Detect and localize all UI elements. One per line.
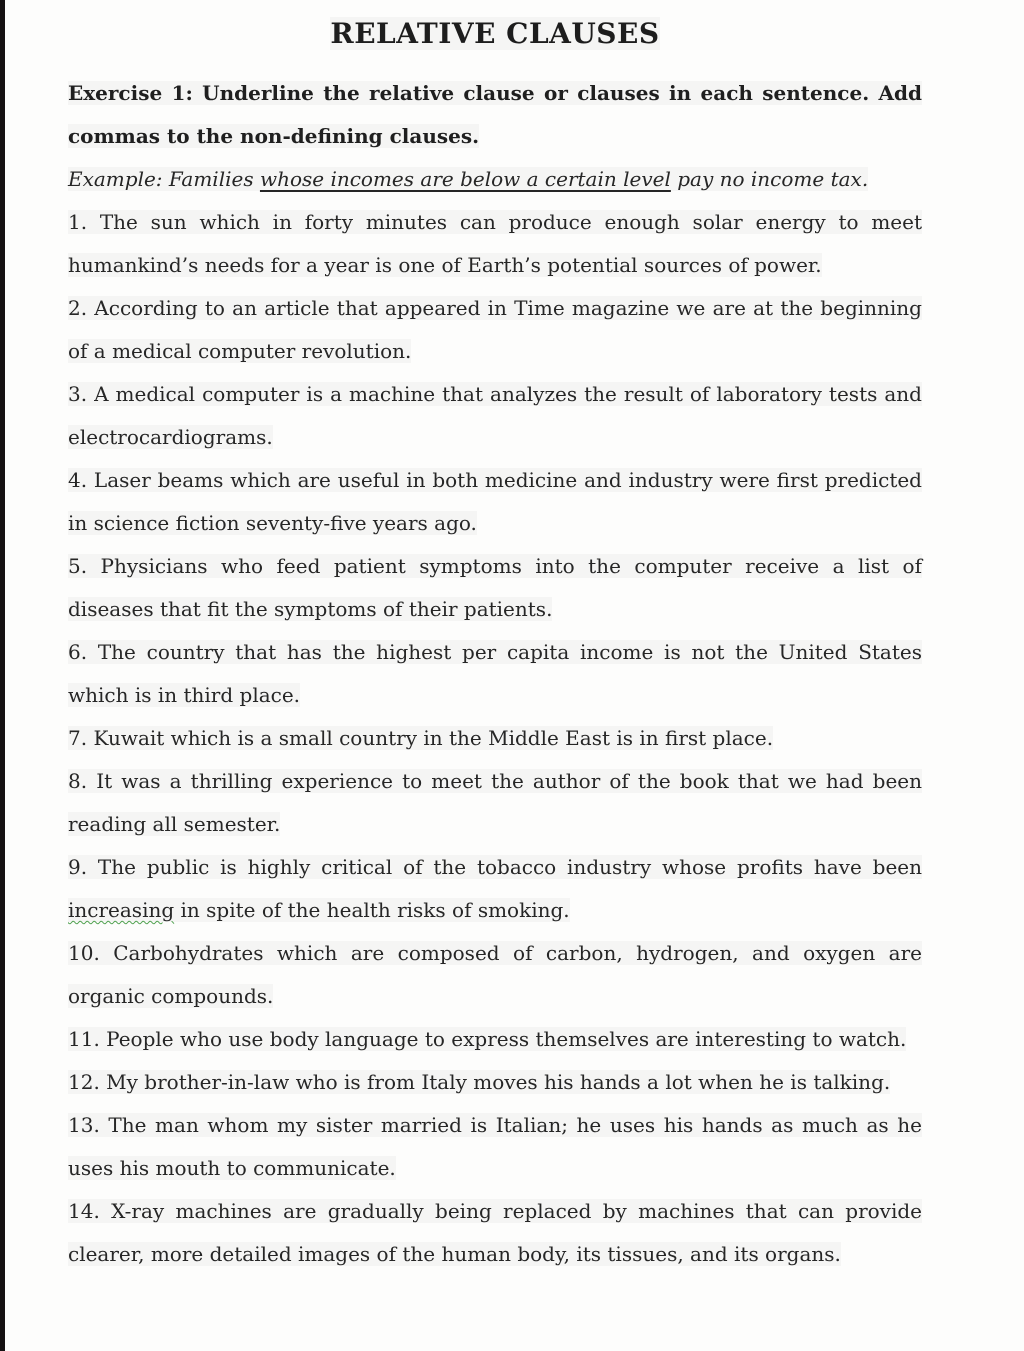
sentence-10: 10. Carbohydrates which are composed of carbon, hydrogen, and oxygen are organic compounds.	[68, 941, 922, 1008]
sentence-14: 14. X-ray machines are gradually being replaced by machines that can provide clearer, more detailed images of the human body, its tissues, and its organs.	[68, 1199, 922, 1266]
sentence-1: 1. The sun which in forty minutes can produce enough solar energy to meet humankind’s needs for a year is one of Earth’s potential sources of power.	[68, 210, 922, 277]
grammar-squiggle-word: increasing	[68, 898, 175, 922]
example-lead: Example: Families	[68, 167, 260, 191]
sentence-13: 13. The man whom my sister married is Italian; he uses his hands as much as he uses his mouth to communicate.	[68, 1113, 922, 1180]
page-title-text: RELATIVE CLAUSES	[330, 17, 660, 50]
page-title	[68, 12, 922, 56]
sentence-9-lead: 9. The public is highly critical of the tobacco industry whose profits have been	[68, 855, 922, 879]
sentence-7: 7. Kuwait which is a small country in the Middle East is in first place.	[68, 726, 774, 750]
sentence-4: 4. Laser beams which are useful in both medicine and industry were first predicted in science fiction seventy-five years ago.	[68, 468, 922, 535]
sentence-9-tail: in spite of the health risks of smoking.	[174, 898, 570, 922]
exercise-heading: Exercise 1: Underline the relative clause or clauses in each sentence. Add commas to the non-defining clauses.	[68, 81, 922, 148]
sentence-3: 3. A medical computer is a machine that analyzes the result of laboratory tests and electrocardiograms.	[68, 382, 922, 449]
sentence-9	[68, 846, 922, 932]
sentence-5: 5. Physicians who feed patient symptoms into the computer receive a list of diseases that fit the symptoms of their patients.	[68, 554, 922, 621]
sentence-12: 12. My brother-in-law who is from Italy moves his hands a lot when he is talking.	[68, 1070, 891, 1094]
sentence-8: 8. It was a thrilling experience to meet the author of the book that we had been reading all semester.	[68, 769, 922, 836]
sentence-6: 6. The country that has the highest per capita income is not the United States which is in third place.	[68, 640, 922, 707]
sentence-2: 2. According to an article that appeared in Time magazine we are at the beginning of a medical computer revolution.	[68, 296, 922, 363]
example-underlined-phrase: whose incomes are below a certain level	[259, 167, 671, 191]
page-left-edge-line	[0, 0, 5, 1351]
example-tail: pay no income tax.	[670, 167, 869, 191]
example-line	[68, 158, 922, 201]
sentence-11: 11. People who use body language to express themselves are interesting to watch.	[68, 1027, 907, 1051]
